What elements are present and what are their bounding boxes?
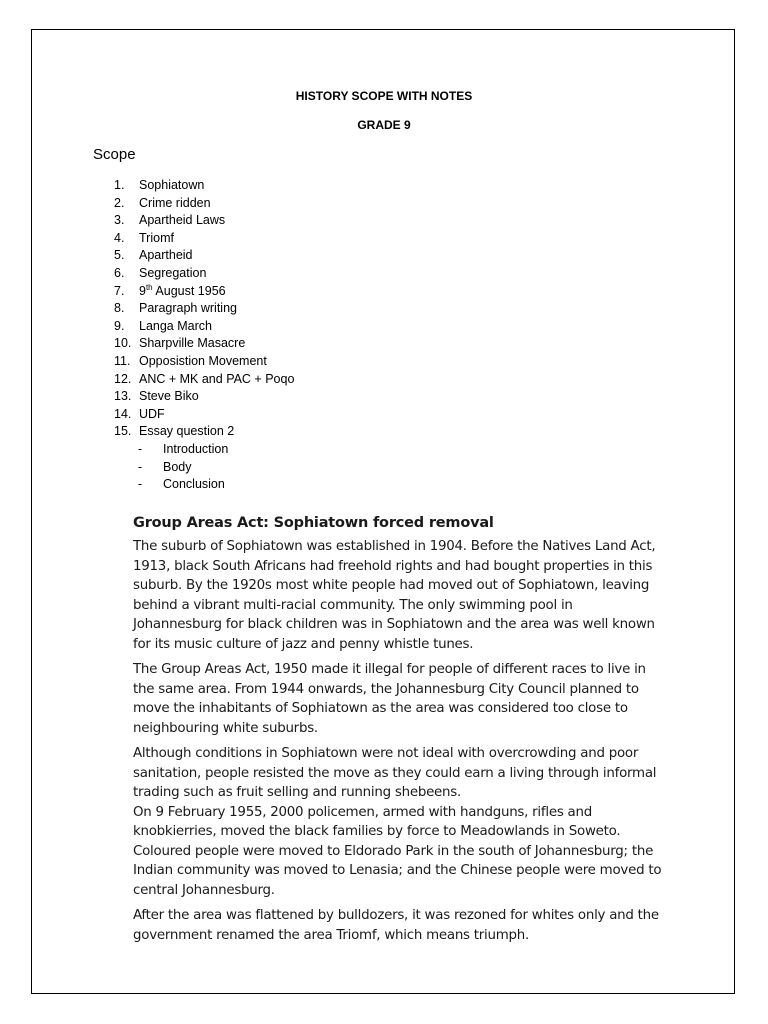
article-excerpt <box>133 515 663 951</box>
item-text: Steve Biko <box>139 389 199 404</box>
item-number: 15. <box>114 424 132 439</box>
bullet-dash: - <box>138 459 143 474</box>
item-text: Triomf <box>139 230 174 245</box>
list-item <box>114 247 294 265</box>
article-heading: Group Areas Act: Sophiatown forced removal <box>133 515 494 531</box>
list-item <box>114 177 294 195</box>
item-text: Body <box>163 459 192 474</box>
item-text: Sharpville Masacre <box>139 336 246 351</box>
item-number: 14. <box>114 406 132 421</box>
item-number: 6. <box>114 265 125 280</box>
item-number: 4. <box>114 230 125 245</box>
item-text: Conclusion <box>163 477 225 492</box>
item-text: ANC + MK and PAC + Poqo <box>139 371 295 386</box>
item-text-date <box>139 284 226 298</box>
essay-subitems-list <box>138 441 228 494</box>
list-item <box>138 441 228 459</box>
list-item <box>114 353 294 371</box>
article-paragraph: The suburb of Sophiatown was established in 1904. Before the Natives Land Act, 1913, black South Africans had freehold rights and had bought properties in this suburb. By the 1920s most white people had moved out of Sophiatown, leaving behind a vibrant multi-racial community. The only swimming pool in Johannesburg for black children was in Sophiatown and the area was well known for its music culture of jazz and penny whistle tunes. <box>133 539 656 652</box>
item-number: 2. <box>114 195 125 210</box>
list-item <box>114 388 294 406</box>
article-paragraph: Although conditions in Sophiatown were not ideal with overcrowding and poor sanitation, people resisted the move as they could earn a living through informal trading such as fruit selling and running shebeens. <box>133 746 657 800</box>
item-text: Crime ridden <box>139 195 211 210</box>
item-text: Opposistion Movement <box>139 353 267 368</box>
list-item <box>114 283 294 301</box>
item-number: 12. <box>114 371 132 386</box>
scope-heading: Scope <box>93 146 136 163</box>
article-paragraph: On 9 February 1955, 2000 policemen, armed with handguns, rifles and knobkierries, moved the black families by force to Meadowlands in Soweto. Coloured people were moved to Eldorado Park in the south of Johannesburg; the Indian community was moved to Lenasia; and the Chinese people were moved to central Johannesburg. <box>133 804 662 898</box>
item-text: Introduction <box>163 442 229 456</box>
item-text: Apartheid <box>139 248 193 263</box>
scope-list <box>114 177 294 441</box>
document-title: HISTORY SCOPE WITH NOTES <box>295 89 473 103</box>
item-number: 3. <box>114 213 125 228</box>
list-item <box>114 300 294 318</box>
item-number: 11. <box>114 353 131 368</box>
list-item <box>114 371 294 389</box>
list-item <box>114 195 294 213</box>
date-rest: August 1956 <box>152 283 226 298</box>
list-item <box>114 230 294 248</box>
list-item <box>114 406 294 424</box>
item-text: Apartheid Laws <box>139 213 226 228</box>
item-number: 5. <box>114 248 125 263</box>
item-number: 10. <box>114 336 132 351</box>
item-number: 9. <box>114 318 125 333</box>
list-item <box>114 318 294 336</box>
item-number: 8. <box>114 301 125 316</box>
item-text: Essay question 2 <box>139 424 235 439</box>
item-text: Segregation <box>139 265 207 280</box>
item-number: 13. <box>114 389 132 404</box>
list-item <box>138 459 228 477</box>
item-text: Paragraph writing <box>139 301 237 316</box>
list-item <box>114 265 294 283</box>
item-text: Langa March <box>139 318 212 333</box>
list-item <box>114 335 294 353</box>
document-grade: GRADE 9 <box>357 118 411 132</box>
bullet-dash: - <box>138 442 143 456</box>
date-day: 9 <box>139 283 146 298</box>
item-text: Sophiatown <box>139 178 205 192</box>
item-text: UDF <box>139 406 165 421</box>
list-item <box>114 212 294 230</box>
article-paragraph: After the area was flattened by bulldozers, it was rezoned for whites only and the government renamed the area Triomf, which means triumph. <box>133 908 659 943</box>
list-item <box>138 476 228 494</box>
article-paragraph: The Group Areas Act, 1950 made it illegal for people of different races to live in the same area. From 1944 onwards, the Johannesburg City Council planned to move the inhabitants of Sophiatown as the area was considered too close to neighbouring white suburbs. <box>133 662 646 736</box>
item-number: 1. <box>114 178 125 192</box>
list-item <box>114 423 294 441</box>
ordinal-suffix: th <box>145 282 153 292</box>
bullet-dash: - <box>138 477 143 492</box>
item-number: 7. <box>114 283 125 298</box>
